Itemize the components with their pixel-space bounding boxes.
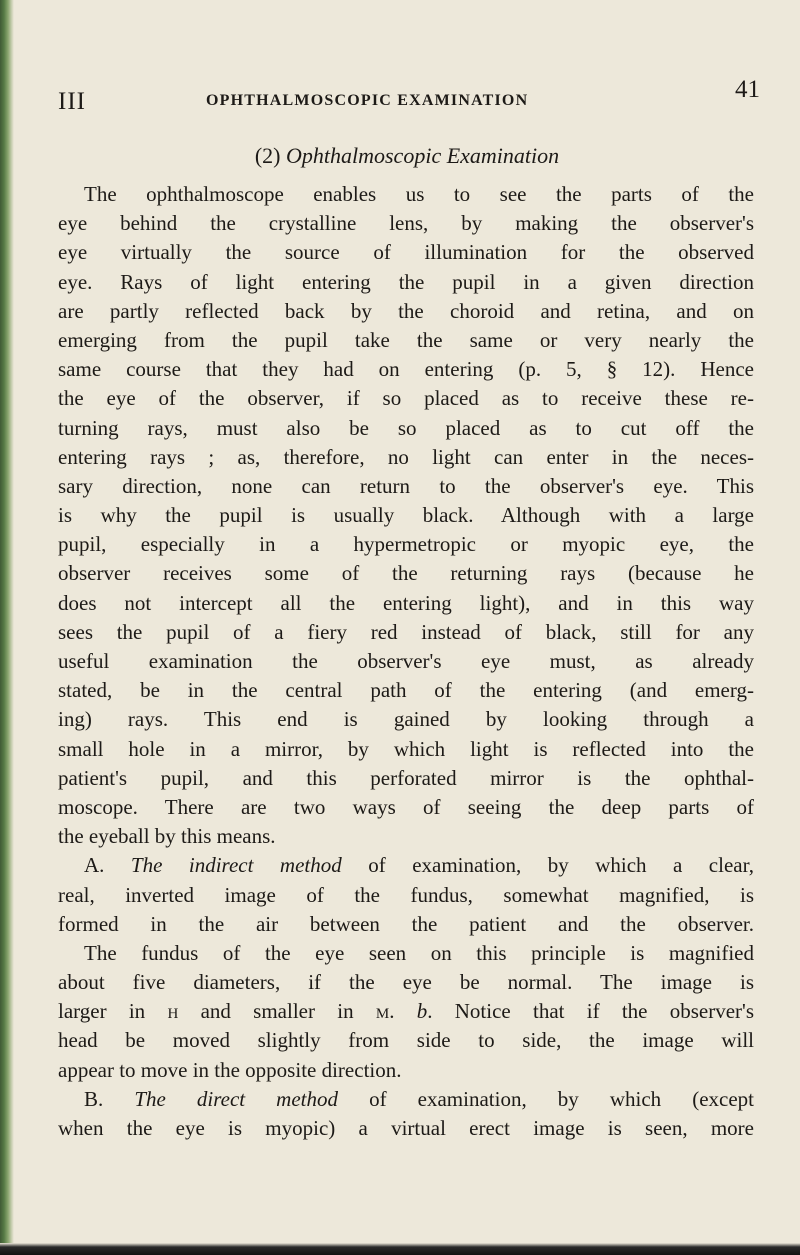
section-number: (2) [254, 143, 281, 168]
text-line: real, inverted image of the fundus, somewhat magnified, is [58, 882, 754, 907]
text-segment: . Notice that if the observer's [427, 999, 755, 1024]
page-bottom-edge [0, 1243, 800, 1255]
text-line: head be moved slightly from side to side, the image will [58, 1028, 754, 1053]
text-line: about five diameters, if the eye be normal. The image is [58, 970, 754, 995]
symbol-h: h [167, 999, 179, 1024]
text-segment: larger in [58, 999, 168, 1024]
chapter-number: III [58, 88, 86, 115]
text-line: patient's pupil, and this perforated mirror is the ophthal- [58, 765, 754, 790]
section-heading: Ophthalmoscopic Examination [286, 143, 560, 168]
binding-edge [0, 0, 14, 1255]
text-line: useful examination the observer's eye must, as already [58, 649, 754, 673]
text-line: when the eye is myopic) a virtual erect image is seen, more [58, 1116, 754, 1140]
paragraph-a-method: The indirect method [130, 853, 342, 878]
text-line: the eye of the observer, if so placed as to receive these re- [58, 386, 754, 411]
paragraph-b-label: B. [84, 1086, 104, 1111]
text-line: same course that they had on entering (p. 5, § 12). Hence [58, 357, 754, 382]
paragraph-b-method: The direct method [134, 1086, 339, 1111]
text-line: is why the pupil is usually black. Although with a large [58, 503, 754, 528]
text-line: eye. Rays of light entering the pupil in a given direction [58, 269, 754, 294]
text-segment: of examination, by which (except [338, 1086, 755, 1111]
text-line: eye virtually the source of illumination for the observed [58, 240, 754, 265]
symbol-b: b [416, 999, 428, 1024]
text-line: appear to move in the opposite direction. [58, 1057, 402, 1082]
text-line: stated, be in the central path of the entering (and emerg- [58, 678, 754, 703]
paragraph-a-first-line [58, 851, 754, 880]
text-line: ing) rays. This end is gained by looking through a [58, 707, 754, 732]
text-line: turning rays, must also be so placed as to cut off the [58, 415, 754, 440]
text-line: small hole in a mirror, by which light is reflected into the [58, 736, 754, 761]
paragraph-a-label: A. [84, 853, 105, 878]
text-line: are partly reflected back by the choroid and retina, and on [58, 298, 754, 323]
text-line: The ophthalmoscope enables us to see the parts of the [84, 182, 754, 206]
page-number: 41 [735, 76, 760, 103]
text-line: the eyeball by this means. [58, 824, 276, 849]
text-line: emerging from the pupil take the same or very nearly the [58, 327, 754, 352]
text-line: sary direction, none can return to the observer's eye. This [58, 473, 754, 498]
text-line: The fundus of the eye seen on this principle is magnified [84, 940, 754, 965]
symbol-m: m [375, 999, 390, 1024]
text-line: sees the pupil of a fiery red instead of black, still for any [58, 619, 754, 644]
text-segment: and smaller in [178, 999, 376, 1024]
running-head: OPHTHALMOSCOPIC EXAMINATION [206, 92, 529, 109]
text-line: pupil, especially in a hypermetropic or myopic eye, the [58, 532, 754, 557]
text-line: entering rays ; as, therefore, no light can enter in the neces- [58, 444, 754, 469]
text-line-symbols [58, 997, 754, 1026]
text-segment: . [389, 999, 417, 1024]
page-header [58, 70, 760, 115]
body-text [58, 180, 754, 1143]
text-segment: of examination, by which a clear, [341, 853, 755, 878]
paragraph-b-first-line [58, 1085, 754, 1114]
text-line: moscope. There are two ways of seeing the deep parts of [58, 794, 754, 819]
text-line: eye behind the crystalline lens, by making the observer's [58, 211, 754, 236]
text-line: observer receives some of the returning rays (because he [58, 561, 754, 586]
text-line: does not intercept all the entering light), and in this way [58, 590, 754, 615]
section-title [0, 143, 800, 169]
text-line: formed in the air between the patient and the observer. [58, 911, 754, 936]
